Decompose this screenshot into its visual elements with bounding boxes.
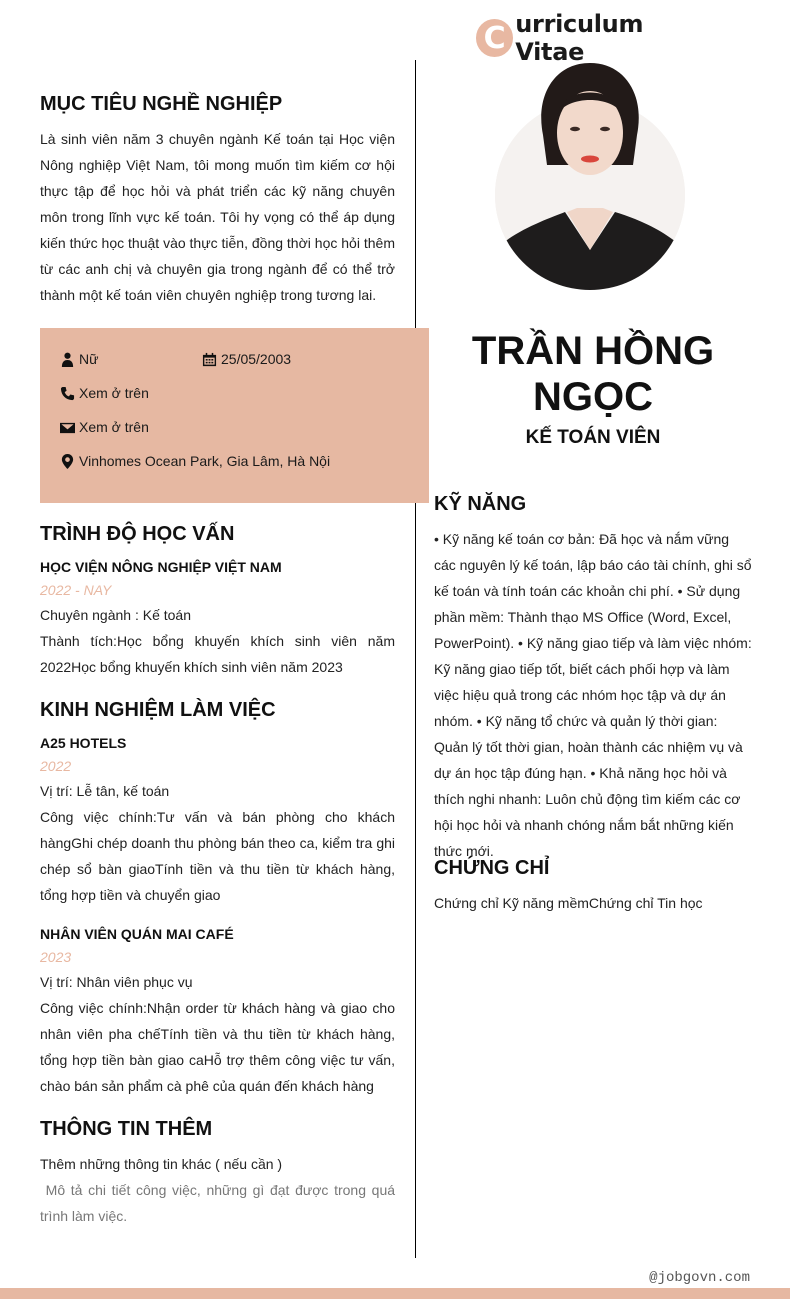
job-company: A25 HOTELS: [40, 735, 127, 751]
certificates-title: CHỨNG CHỈ: [434, 857, 550, 879]
extra-title: THÔNG TIN THÊM: [40, 1118, 213, 1140]
contact-email: [60, 419, 149, 435]
candidate-role: KẾ TOÁN VIÊN: [525, 427, 661, 448]
footer-watermark: @jobgovn.com: [649, 1270, 750, 1286]
contact-gender: [60, 351, 98, 367]
job-company: NHÂN VIÊN QUÁN MAI CAFÉ: [40, 926, 234, 942]
contact-birthday: [202, 351, 291, 367]
user-icon: [60, 352, 75, 367]
skills-title: KỸ NĂNG: [434, 493, 527, 515]
address-value: Vinhomes Ocean Park, Gia Lâm, Hà Nội: [79, 453, 331, 469]
column-divider: [415, 60, 416, 1258]
certificates-text: Chứng chỉ Kỹ năng mềmChứng chỉ Tin học: [434, 895, 703, 911]
education-title: TRÌNH ĐỘ HỌC VẤN: [40, 523, 235, 545]
footer-bar: [0, 1288, 790, 1299]
candidate-name: TRẦN HỒNG NGỌC: [471, 329, 715, 419]
phone-value[interactable]: Xem ở trên: [79, 385, 149, 401]
job-year: 2022: [40, 758, 72, 774]
logo-text: urriculum Vitae: [515, 10, 644, 66]
job-duties: Công việc chính:Tư vấn và bán phòng cho khách hàngGhi chép doanh thu phòng bán theo ca, kiểm tra ghi chép sổ bàn giaoTính tiền và thu tiền từ khách hàng, tổng hợp tiền và chuyển giao: [40, 809, 395, 903]
experience-title: KINH NGHIỆM LÀM VIỆC: [40, 699, 276, 721]
email-value[interactable]: Xem ở trên: [79, 419, 149, 435]
education-achievements: Thành tích:Học bổng khuyến khích sinh viên năm 2022Học bổng khuyến khích sinh viên năm 2023: [40, 633, 395, 675]
contact-address: [60, 453, 330, 469]
education-major: Chuyên ngành : Kế toán: [40, 607, 192, 623]
location-pin-icon: [60, 454, 75, 469]
birthday-value: 25/05/2003: [221, 351, 292, 367]
objective-text: Là sinh viên năm 3 chuyên ngành Kế toán tại Học viện Nông nghiệp Việt Nam, tôi mong muốn tìm kiếm cơ hội thực tập để học hỏi và phát triển các kỹ năng chuyên môn trong lĩnh vực kế toán. Tôi hy vọng có thể áp dụng kiến thức học thuật vào thực tiễn, đồng thời học hỏi thêm từ các anh chị và chuyên gia trong ngành để có thể trở thành một kế toán viên chuyên nghiệp trong tương lai.: [40, 131, 395, 303]
phone-icon: [60, 386, 75, 401]
extra-line2: Mô tả chi tiết công việc, những gì đạt được trong quá trình làm việc.: [40, 1182, 399, 1224]
skills-text: • Kỹ năng kế toán cơ bản: Đã học và nắm vững các nguyên lý kế toán, lập báo cáo tài chính, ghi sổ kế toán và tính toán các khoản chi phí. • Sử dụng phần mềm: Thành thạo MS Office (Word, Excel, PowerPoint). • Kỹ năng giao tiếp và làm việc nhóm: Kỹ năng giao tiếp tốt, biết cách phối hợp và làm việc hiệu quả trong các nhóm học tập và dự án nhóm. • Kỹ năng tổ chức và quản lý thời gian: Quản lý tốt thời gian, hoàn thành các nhiệm vụ và dự án học tập đúng hạn. • Khả năng học hỏi và thích nghi nhanh: Luôn chủ động tìm kiếm các cơ hội học hỏi và nhanh chóng nắm bắt những kiến thức mới.: [434, 531, 752, 859]
job-duties: Công việc chính:Nhận order từ khách hàng và giao cho nhân viên pha chếTính tiền và thu tiền từ khách hàng, tổng hợp tiền bàn giao caHỗ trợ thêm công việc tư vấn, chào bán sản phẩm cà phê của quán đến khách hàng: [40, 1000, 395, 1094]
envelope-icon: [60, 420, 75, 435]
contact-phone: [60, 385, 149, 401]
cv-logo: [476, 10, 716, 66]
job-position: Vị trí: Lễ tân, kế toán: [40, 783, 170, 799]
extra-line1: Thêm những thông tin khác ( nếu cần ): [40, 1156, 283, 1172]
logo-letter: C: [476, 19, 513, 57]
education-period: 2022 - NAY: [40, 582, 112, 598]
education-school: HỌC VIỆN NÔNG NGHIỆP VIỆT NAM: [40, 559, 282, 575]
gender-value: Nữ: [79, 351, 99, 367]
job-position: Vị trí: Nhân viên phục vụ: [40, 974, 193, 990]
contact-box: [40, 328, 429, 503]
calendar-icon: [202, 352, 217, 367]
objective-title: MỤC TIÊU NGHỀ NGHIỆP: [40, 93, 283, 115]
portrait-head: [495, 55, 685, 175]
job-year: 2023: [40, 949, 72, 965]
